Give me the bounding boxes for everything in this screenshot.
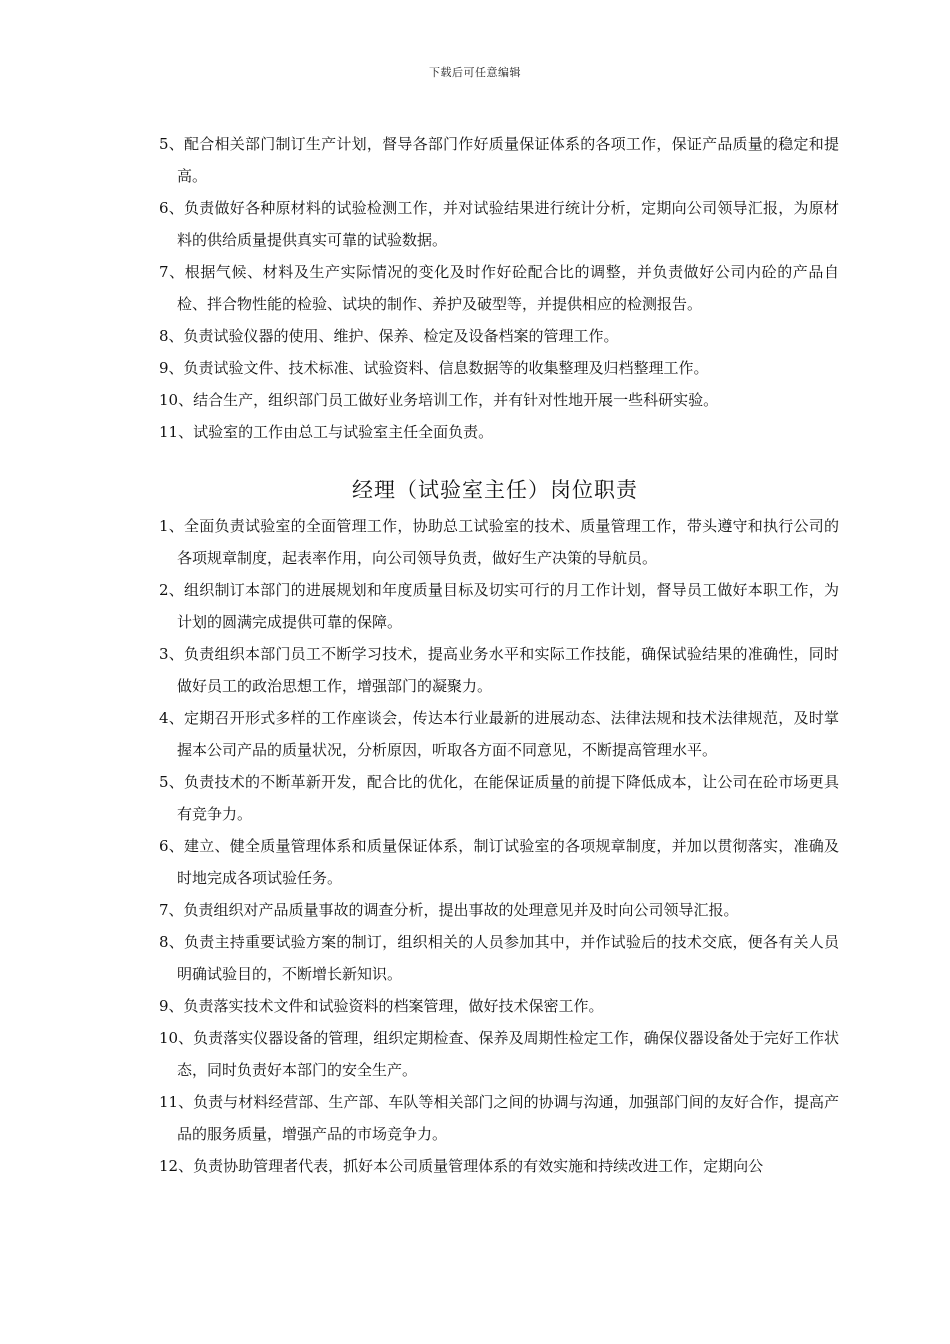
- section-title: 经理（试验室主任）岗位职责: [352, 478, 638, 502]
- list-item: 3、负责组织本部门员工不断学习技术，提高业务水平和实际工作技能，确保试验结果的准确性，同时做好员工的政治思想工作，增强部门的凝聚力。: [159, 645, 839, 695]
- list-item: 2、组织制订本部门的进展规划和年度质量目标及切实可行的月工作计划，督导员工做好本职工作，为计划的圆满完成提供可靠的保障。: [159, 581, 839, 631]
- list-item: 4、定期召开形式多样的工作座谈会，传达本行业最新的进展动态、法律法规和技术法律规范，及时掌握本公司产品的质量状况，分析原因，听取各方面不同意见，不断提高管理水平。: [159, 709, 839, 759]
- list-item: 5、负责技术的不断革新开发，配合比的优化，在能保证质量的前提下降低成本，让公司在砼市场更具有竞争力。: [159, 773, 839, 823]
- list-item: 7、根据气候、材料及生产实际情况的变化及时作好砼配合比的调整，并负责做好公司内砼的产品自检、拌合物性能的检验、试块的制作、养护及破型等，并提供相应的检测报告。: [159, 263, 839, 313]
- list-item: 11、试验室的工作由总工与试验室主任全面负责。: [159, 423, 494, 441]
- list-item: 7、负责组织对产品质量事故的调查分析，提出事故的处理意见并及时向公司领导汇报。: [159, 901, 739, 919]
- list-item: 9、负责落实技术文件和试验资料的档案管理，做好技术保密工作。: [159, 997, 604, 1015]
- duty-list-bottom: [159, 510, 839, 1182]
- list-item: 10、负责落实仪器设备的管理，组织定期检查、保养及周期性检定工作，确保仪器设备处于完好工作状态，同时负责好本部门的安全生产。: [159, 1029, 839, 1079]
- list-item: 10、结合生产，组织部门员工做好业务培训工作，并有针对性地开展一些科研实验。: [159, 391, 719, 409]
- list-item: 1、全面负责试验室的全面管理工作，协助总工试验室的技术、质量管理工作，带头遵守和执行公司的各项规章制度，起表率作用，向公司领导负责，做好生产决策的导航员。: [159, 517, 839, 567]
- list-item: 12、负责协助管理者代表，抓好本公司质量管理体系的有效实施和持续改进工作，定期向公: [159, 1157, 764, 1175]
- list-item: 11、负责与材料经营部、生产部、车队等相关部门之间的协调与沟通，加强部门间的友好合作，提高产品的服务质量，增强产品的市场竞争力。: [159, 1093, 839, 1143]
- list-item: 9、负责试验文件、技术标准、试验资料、信息数据等的收集整理及归档整理工作。: [159, 359, 709, 377]
- list-item: 8、负责试验仪器的使用、维护、保养、检定及设备档案的管理工作。: [159, 327, 619, 345]
- page-header: 下载后可任意编辑: [429, 66, 521, 79]
- list-item: 6、负责做好各种原材料的试验检测工作，并对试验结果进行统计分析，定期向公司领导汇报，为原材料的供给质量提供真实可靠的试验数据。: [159, 199, 839, 249]
- list-item: 6、建立、健全质量管理体系和质量保证体系，制订试验室的各项规章制度，并加以贯彻落实，准确及时地完成各项试验任务。: [159, 837, 839, 887]
- list-item: 8、负责主持重要试验方案的制订，组织相关的人员参加其中，并作试验后的技术交底，便各有关人员明确试验目的，不断增长新知识。: [159, 933, 839, 983]
- list-item: 5、配合相关部门制订生产计划，督导各部门作好质量保证体系的各项工作，保证产品质量的稳定和提高。: [159, 135, 839, 185]
- duty-list-top: [159, 128, 839, 448]
